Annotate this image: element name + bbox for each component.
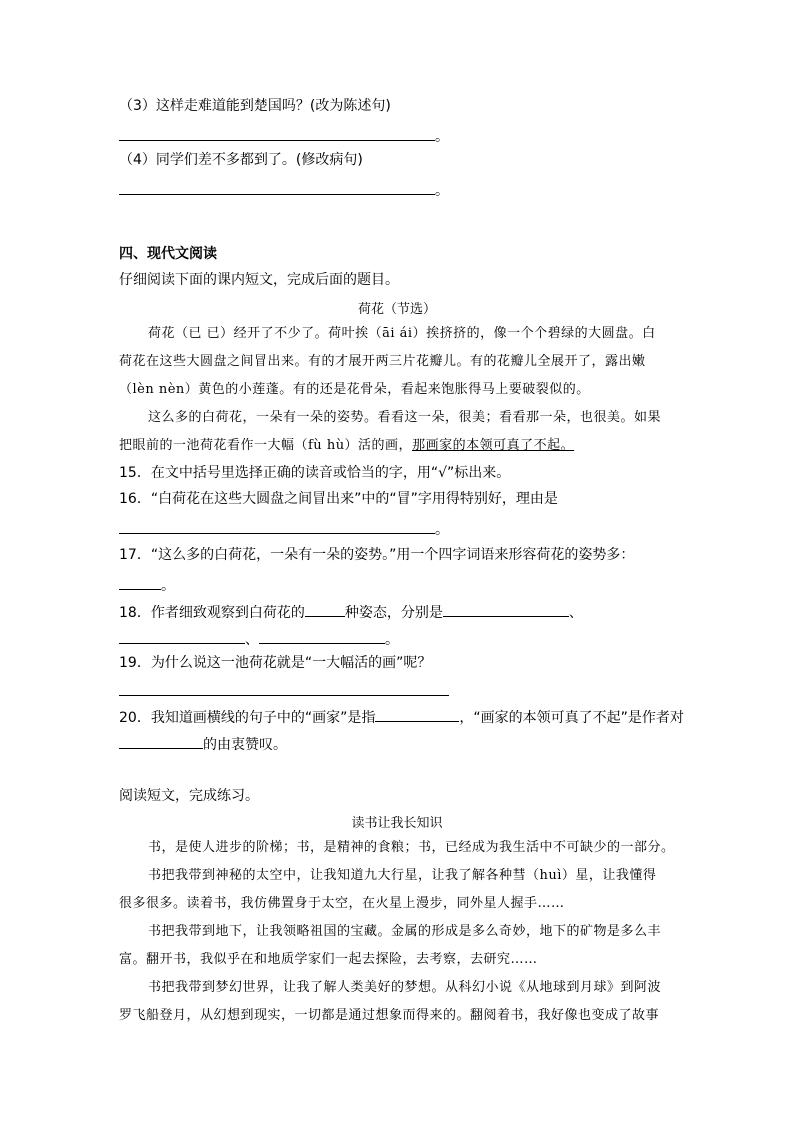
passage-line: 荷花（已 已）经开了不少了。荷叶挨（āi ái）挨挤挤的，像一个个碧绿的大圆盘。白 [148,326,656,341]
question-17: 17．“这么多的白荷花，一朵有一朵的姿势。”用一个四字词语来形容荷花的姿势多： [119,547,635,563]
passage-line: 荷花在这些大圆盘之间冒出来。有的才展开两三片花瓣儿。有的花瓣儿全展开了，露出嫩 [119,354,646,369]
passage-line: 富。翻开书，我似乎在和地质学家们一起去探险，去考察，去研究…… [119,952,538,967]
passage-line: 书把我带到神秘的太空中，让我知道九大行星，让我了解各种彗（huì）星，让我懂得 [148,868,657,883]
question-18 [119,600,583,623]
passage-text: 把眼前的一池荷花看作一大幅（fù hù）活的画， [119,438,413,453]
passage-line: 这么多的白荷花，一朵有一朵的姿势。看看这一朵，很美；看看那一朵，也很美。如果 [148,410,662,425]
question-19: 19．为什么说这一池荷花就是“一大幅活的画”呢？ [119,655,432,671]
section-heading: 四、现代文阅读 [119,246,217,262]
period: 。 [435,129,449,145]
answer-blank[interactable] [119,517,435,534]
answer-blank[interactable] [119,573,161,590]
question-20 [119,705,684,728]
answer-blank[interactable] [119,178,435,195]
period: 。 [435,522,449,538]
question-15: 15．在文中括号里选择正确的读音或恰当的字，用“√”标出来。 [119,465,511,481]
passage-line: 书把我带到地下，让我领略祖国的宝藏。金属的形成是多么奇妙，地下的矿物是多么丰 [148,924,662,939]
passage-line: 书把我带到梦幻世界，让我了解人类美好的梦想。从科幻小说《从地球到月球》到阿波 [148,980,662,995]
question-16: 16．“白荷花在这些大圆盘之间冒出来”中的“冒”字用得特别好，理由是 [119,491,558,507]
passage-line-last [119,436,574,456]
answer-line-4[interactable] [119,178,449,201]
answer-blank[interactable] [119,627,245,644]
question-18-cont [119,627,399,650]
answer-blank[interactable] [119,124,435,141]
answer-blank[interactable] [119,679,449,696]
separator: 、 [245,632,259,648]
question-text: ，“画家的本领可真了不起”是作者对 [459,710,684,726]
answer-blank[interactable] [259,627,385,644]
passage-line: 书，是使人进步的阶梯；书，是精神的食粮；书，已经成为我生活中不可缺少的一部分。 [148,840,675,855]
question-3: （3）这样走难道能到楚国吗？(改为陈述句) [119,98,391,114]
passage-line: 罗飞船登月，从幻想到现实，一切都是通过想象而得来的。翻阅着书，我好像也变成了故事 [119,1008,660,1023]
passage-line: （lèn nèn）黄色的小莲蓬。有的还是花骨朵，看起来饱胀得马上要破裂似的。 [119,382,590,397]
answer-blank[interactable] [443,600,569,617]
passage-title: 读书让我长知识 [351,816,443,831]
question-4: （4）同学们差不多都到了。(修改病句) [119,152,363,168]
passage-title: 荷花（节选） [357,302,436,317]
question-text: 20．我知道画横线的句子中的“画家”是指 [119,710,376,726]
answer-blank[interactable] [375,705,459,722]
answer-line-19[interactable] [119,679,449,702]
question-20-cont [119,732,287,755]
period: 。 [435,183,449,199]
question-text: 18．作者细致观察到白荷花的 [119,605,305,621]
section-instruction: 阅读短文，完成练习。 [119,788,259,804]
answer-line-3[interactable] [119,124,449,147]
passage-line: 很多很多。读着书，我仿佛置身于太空，在火星上漫步，同外星人握手…… [119,896,565,911]
answer-blank[interactable] [305,600,345,617]
underlined-sentence: 那画家的本领可真了不起。 [412,438,575,453]
separator: 、 [568,605,583,621]
question-text: 的由衷赞叹。 [203,737,287,753]
question-text: 种姿态，分别是 [344,605,443,621]
section-instruction: 仔细阅读下面的课内短文，完成后面的题目。 [119,272,399,288]
answer-line-16[interactable] [119,517,449,540]
answer-line-17[interactable] [119,573,175,596]
answer-blank[interactable] [119,732,203,749]
period: 。 [161,578,175,594]
period: 。 [385,632,399,648]
